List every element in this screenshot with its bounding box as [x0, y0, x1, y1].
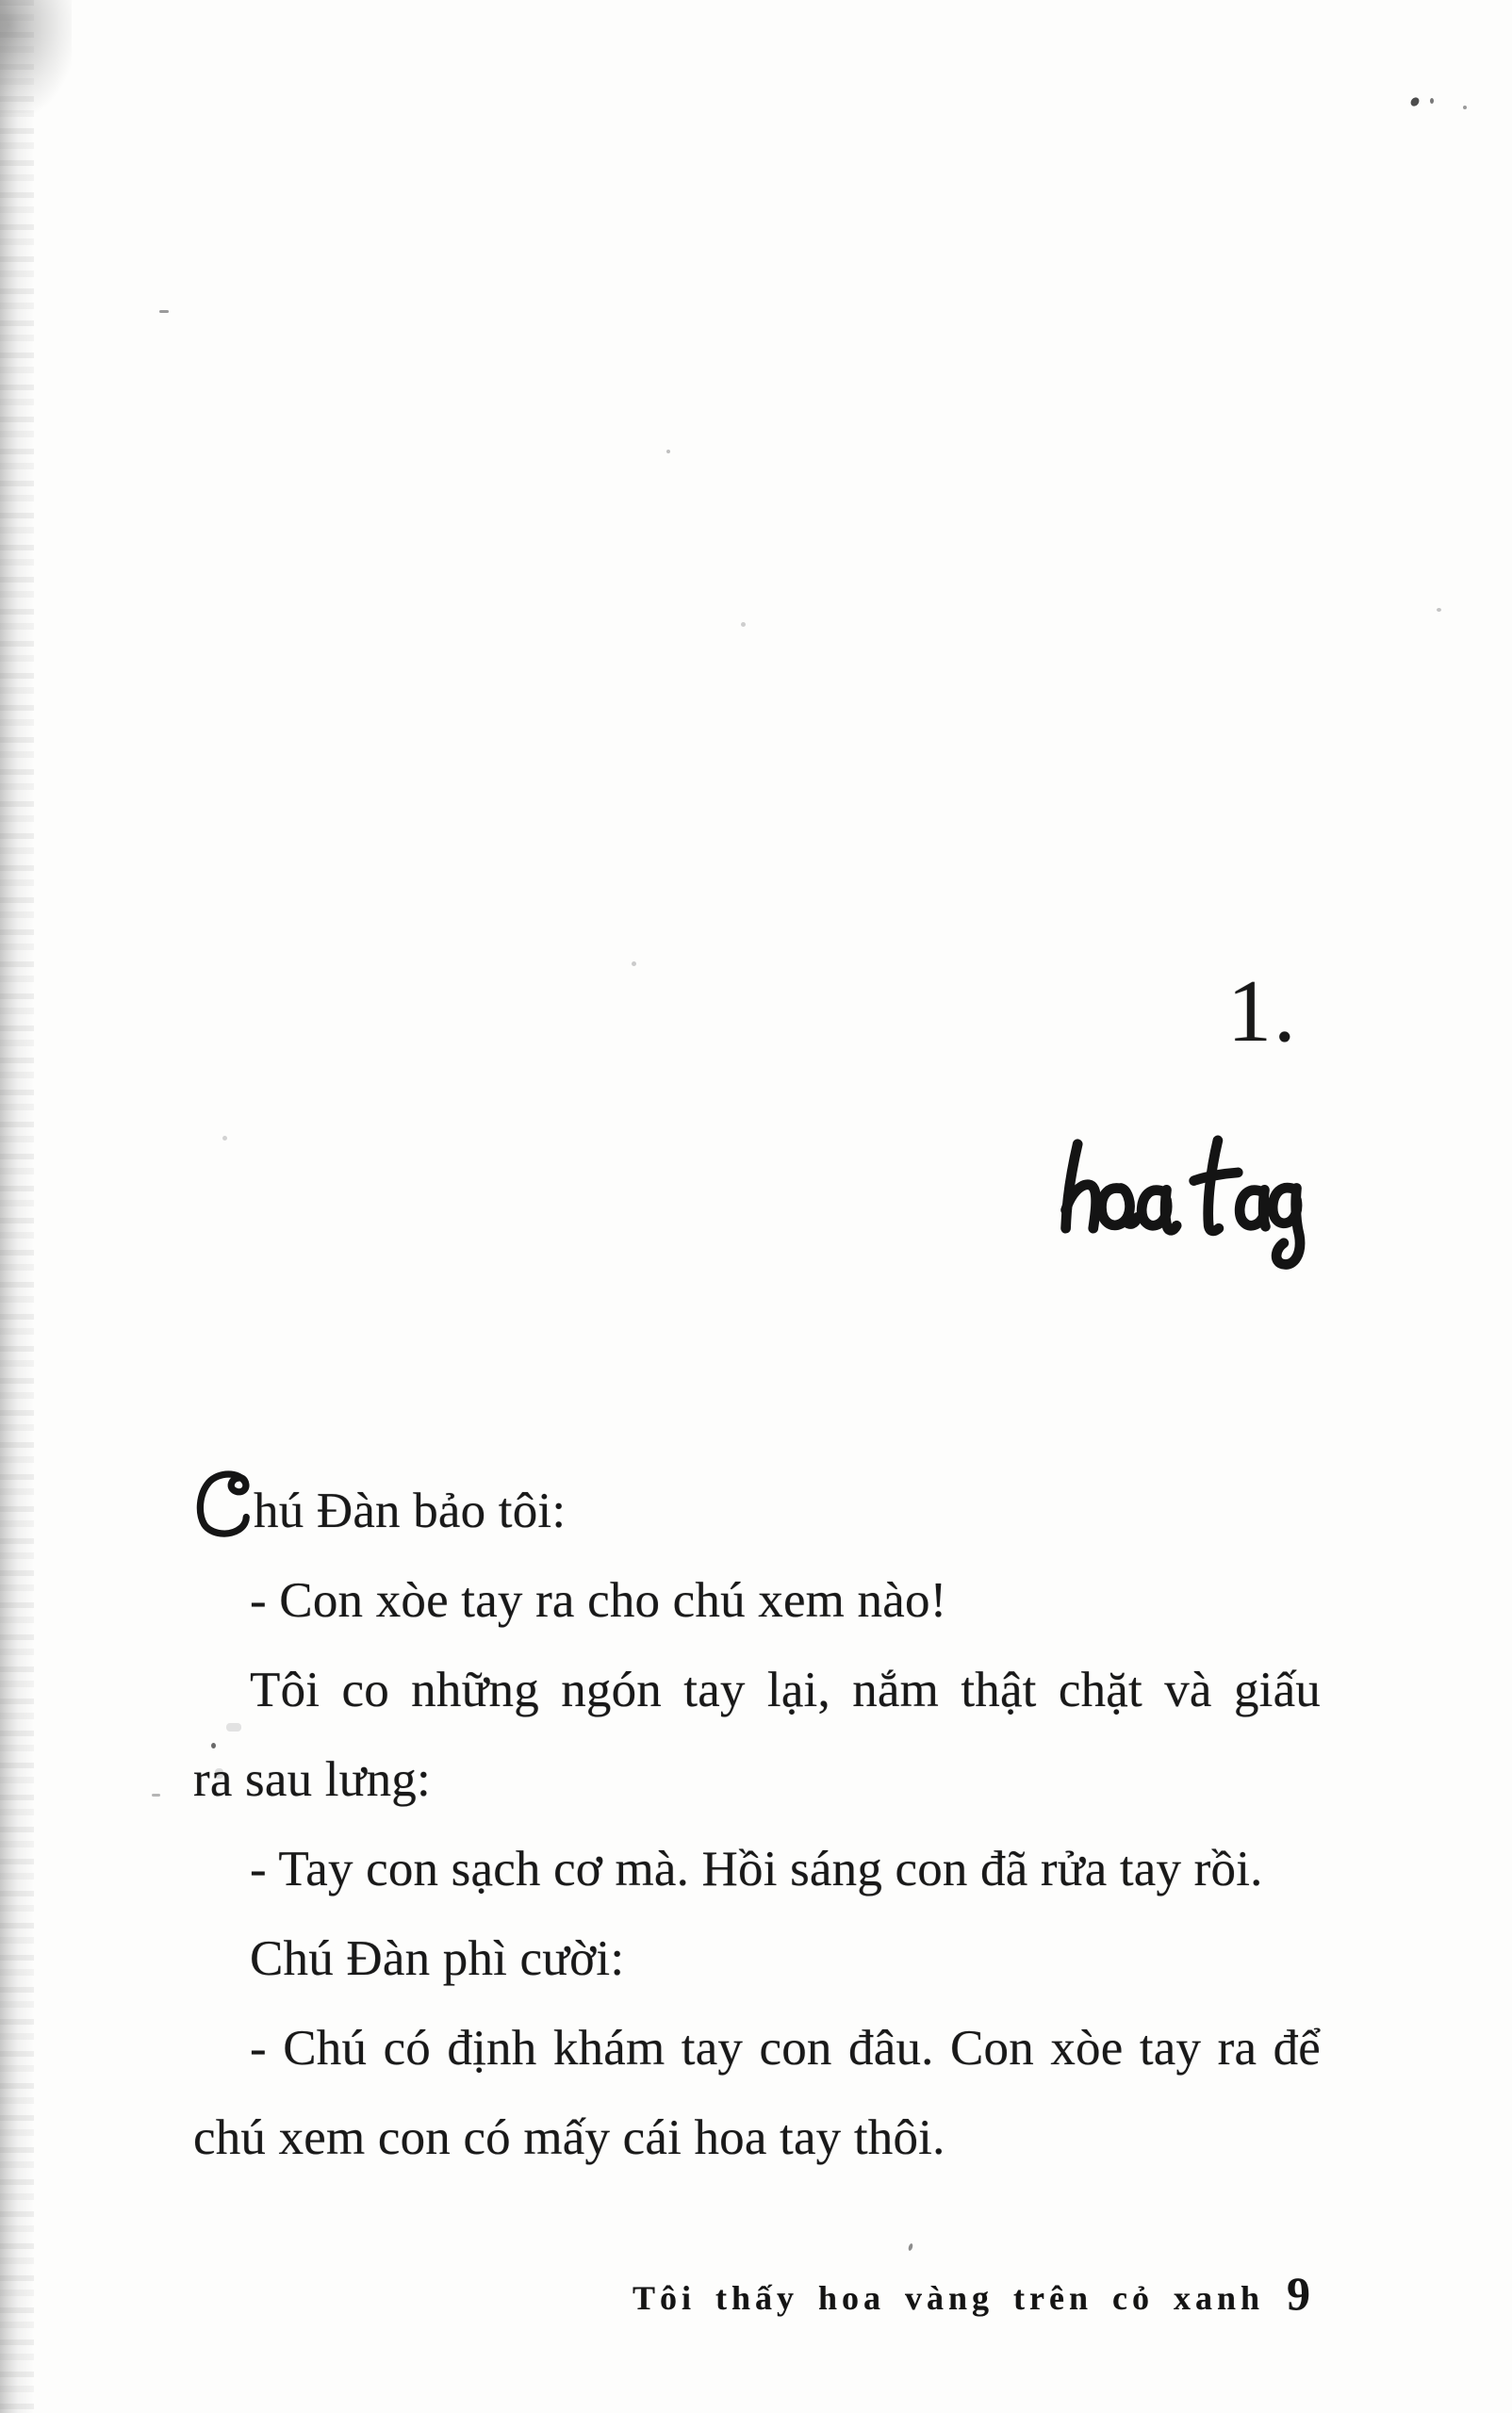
running-book-title: Tôi thấy hoa vàng trên cỏ xanh	[632, 2279, 1264, 2317]
scan-speck	[222, 1136, 227, 1141]
scan-speck	[159, 310, 169, 313]
chapter-title-script	[1052, 1131, 1312, 1272]
scan-speck	[1437, 608, 1441, 612]
scan-corner-smudge	[0, 0, 72, 113]
scan-speck	[152, 1794, 160, 1797]
paragraph-line: Chú Đàn phì cười:	[250, 1931, 625, 1986]
chapter-number: 1.	[1227, 962, 1298, 1060]
scan-edge-shadow	[0, 0, 34, 2413]
scan-speck	[632, 961, 636, 966]
page-footer	[193, 2266, 1310, 2321]
paragraph-line: ra sau lưng:	[193, 1752, 431, 1807]
scan-speck	[1430, 98, 1434, 104]
paragraph-line: - Tay con sạch cơ mà. Hồi sáng con đã rửa tay rồi.	[250, 1842, 1263, 1896]
scan-speck	[1463, 106, 1467, 109]
paragraph-line: - Con xòe tay ra cho chú xem nào!	[250, 1573, 947, 1628]
scan-speck	[908, 2243, 913, 2252]
scan-speck	[741, 622, 746, 627]
drop-cap-initial	[195, 1469, 254, 1538]
paragraph-line: Tôi co những ngón tay lại, nắm thật chặt và giấu	[250, 1663, 1321, 1717]
chapter-title-handwriting	[1052, 1131, 1312, 1272]
scan-speck	[1409, 96, 1422, 108]
paragraph-line	[193, 1467, 1321, 1556]
paragraph-line: - Chú có định khám tay con đâu. Con xòe tay ra để	[250, 2021, 1321, 2076]
body-text	[193, 1467, 1321, 2183]
paragraph-line-text: hú Đàn bảo tôi:	[254, 1484, 567, 1538]
scan-speck	[666, 450, 670, 453]
paragraph-line: chú xem con có mấy cái hoa tay thôi.	[193, 2110, 945, 2165]
page-number: 9	[1287, 2267, 1310, 2320]
